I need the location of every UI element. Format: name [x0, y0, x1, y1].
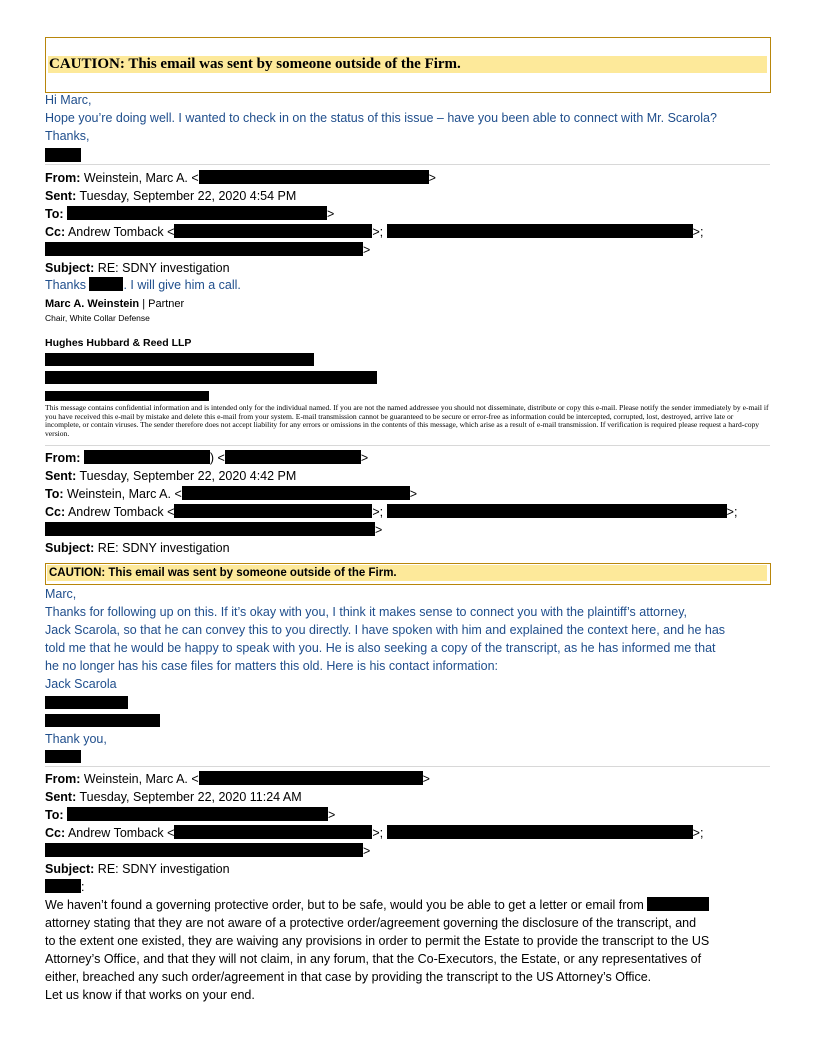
message-body: Hope you’re doing well. I wanted to check in on the status of this issue – have you been able to connect with Mr. Scarola? [45, 111, 717, 125]
subject-row: Subject: RE: SDNY investigation [45, 261, 230, 275]
redacted-block [45, 391, 209, 401]
to-row: To: > [45, 808, 336, 822]
redacted-block [647, 897, 709, 911]
to-row: To: Weinstein, Marc A. < > [45, 487, 418, 501]
message-body-line: Jack Scarola, so that he can convey this to you directly. I have spoken with him and explained the context here, and he has [45, 623, 726, 637]
message-body-line: Thanks for following up on this. If it’s okay with you, I think it makes sense to connect you with the plaintiff’s attorney, [45, 605, 687, 619]
redacted-block [45, 879, 81, 893]
cc-row: Cc: Andrew Tomback < >; >; [45, 826, 704, 840]
disclaimer: This message contains confidential information and is intended only for the individual named. If you are not the named addressee you should not disseminate, distribute or copy this e-mail. Please notify the sender immediately by e-mail if you have received this e-mail by mistake and delete this e-mail from your system. E-mail transmission cannot be guaranteed to be secure or error-free as information could be intercepted, corrupted, lost, destroyed, arrive late or incomplete, or contain viruses. The sender therefore does not accept liability for any errors or omissions in the contents of this message, which arise as a result of e-mail transmission. If verification is required please request a hard-copy version. [45, 403, 769, 438]
caution-text: CAUTION: This email was sent by someone outside of the Firm. [49, 56, 461, 72]
message-body-line: he no longer has his case files for matters this old. Here is his contact information: [45, 659, 498, 673]
redacted-block [45, 843, 363, 857]
signature-line: Marc A. Weinstein | Partner [45, 298, 185, 310]
from-row: From: ) < > [45, 451, 369, 465]
greeting: Hi Marc, [45, 93, 92, 107]
redacted-block [45, 242, 363, 256]
separator [45, 445, 770, 446]
redacted-block [199, 170, 429, 184]
redacted-block [182, 486, 410, 500]
from-row: From: Weinstein, Marc A. < > [45, 171, 436, 185]
redacted-block [45, 696, 128, 709]
subject-row: Subject: RE: SDNY investigation [45, 541, 230, 555]
redacted-block [67, 807, 328, 821]
message-body-line: attorney stating that they are not aware of a protective order/agreement governing the disclosure of the transcript, and [45, 916, 697, 930]
redacted-block [225, 450, 361, 464]
to-row: To: > [45, 207, 335, 221]
redacted-block [174, 224, 372, 238]
redacted-block [45, 371, 377, 384]
greeting: Marc, [45, 587, 77, 601]
redacted-block [67, 206, 327, 220]
redacted-block [174, 825, 372, 839]
firm-name: Hughes Hubbard & Reed LLP [45, 337, 192, 349]
redacted-block [89, 277, 123, 291]
separator [45, 766, 770, 767]
from-row: From: Weinstein, Marc A. < > [45, 772, 430, 786]
separator [45, 164, 770, 165]
cc-row-continued: > [45, 242, 370, 258]
closing: Thank you, [45, 732, 107, 746]
redacted-block [45, 714, 160, 727]
redacted-block [45, 522, 375, 536]
sent-row: Sent: Tuesday, September 22, 2020 11:24 AM [45, 790, 302, 804]
cc-row: Cc: Andrew Tomback < >; >; [45, 505, 738, 519]
redacted-block [45, 148, 81, 162]
message-body-line: Attorney’s Office, and that they will not claim, in any forum, that the Co-Executors, the Estate, or any representatives of [45, 952, 702, 966]
sent-row: Sent: Tuesday, September 22, 2020 4:54 PM [45, 189, 297, 203]
message-body-line: to the extent one existed, they are waiving any provisions in order to permit the Estate to provide the transcript to the US [45, 934, 710, 948]
caution-text: CAUTION: This email was sent by someone outside of the Firm. [49, 567, 397, 579]
redacted-block [199, 771, 423, 785]
signature-role: Chair, White Collar Defense [45, 313, 150, 323]
contact-name: Jack Scarola [45, 677, 117, 691]
message-body-line: either, breached any such order/agreement in that case by providing the transcript to the US Attorney’s Office. [45, 970, 652, 984]
redacted-block [84, 450, 210, 464]
subject-row: Subject: RE: SDNY investigation [45, 862, 230, 876]
redacted-block [387, 825, 693, 839]
cc-row-continued: > [45, 522, 382, 538]
redacted-block [45, 750, 81, 763]
cc-row: Cc: Andrew Tomback < >; >; [45, 225, 704, 239]
redacted-block [387, 224, 693, 238]
cc-row-continued: > [45, 843, 370, 859]
salutation: : [45, 879, 84, 895]
redacted-block [174, 504, 372, 518]
closing: Thanks, [45, 129, 90, 143]
message-body: Thanks . I will give him a call. [45, 278, 241, 292]
message-body-line: We haven’t found a governing protective order, but to be safe, would you be able to get a letter or email from [45, 897, 709, 913]
sent-row: Sent: Tuesday, September 22, 2020 4:42 PM [45, 469, 297, 483]
message-body-line: told me that he would be happy to speak with you. He is also seeking a copy of the transcript, as he has informed me that [45, 641, 716, 655]
message-body-line: Let us know if that works on your end. [45, 988, 255, 1002]
redacted-block [387, 504, 727, 518]
redacted-block [45, 353, 314, 366]
